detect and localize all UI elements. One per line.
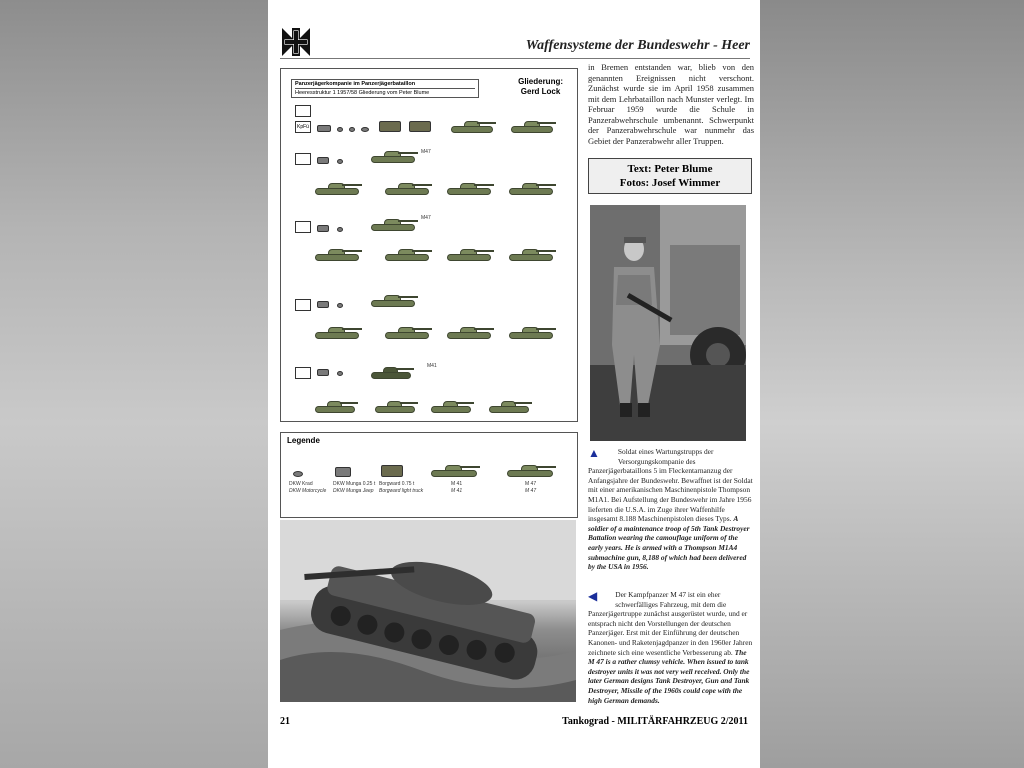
caption-tank-en: The M 47 is a rather clumsy vehicle. When issued to tank destroyer units it was not very well received. Only the later German designs Tank Destroyer, Gun and Tank Destroyer, Missile of the 1960s could cope with the high German demands. xyxy=(588,647,750,705)
legend-jeep-icon xyxy=(335,467,351,477)
legend-truck-icon xyxy=(381,465,403,477)
unit-symbol xyxy=(295,367,311,379)
legend-item-truck: Borgward 0.75 t Borgward light truck xyxy=(379,481,424,494)
header-rule xyxy=(280,58,750,59)
tank-m47 xyxy=(315,323,359,339)
footer-publication: Tankograd - MILITÄRFAHRZEUG 2/2011 xyxy=(562,716,748,727)
running-head: Waffensysteme der Bundeswehr - Heer xyxy=(525,38,750,53)
label-m47: M47 xyxy=(421,149,431,155)
credit-text: Text: Peter Blume xyxy=(627,163,713,175)
vehicle-motorcycle xyxy=(361,127,369,132)
caption-tank xyxy=(588,590,754,705)
tank-m47 xyxy=(511,117,553,133)
legend-m41-icon xyxy=(431,461,477,477)
unit-symbol xyxy=(295,105,311,117)
photo-m47-tank xyxy=(280,520,576,702)
vehicle-truck xyxy=(379,121,401,132)
caption-tank-de: Der Kampfpanzer M 47 ist ein eher schwerfälliges Fahrzeug, mit dem die Panzerjägertruppe zunächst ausgerüstet wurde, und er entsprach nicht den Vorstellungen der deutschen Panzerjäger. Erst mit der Einführung der deutschen Kanonen- und Raketenjagdpanzer in den 1960er Jahren zeichnete sich eine wesentliche Verbesserung ab. xyxy=(588,590,753,657)
intro-paragraph: in Bremen entstanden war, blieb von den genannten Ereignissen nicht verschont. Zunächst wurde sie im April 1958 zusammen mit dem Lehrbataillon nach Munster verlegt. Im Februar 1959 wurde die Schule in Panzerabwehrschule umbenannt. Schwerpunkt der Panzerabwehrschule war nunmehr das Gebiet der Panzerabwehr aller Truppen. xyxy=(588,62,754,146)
iron-cross-icon xyxy=(280,26,312,58)
triangle-left-icon: ◀ xyxy=(588,589,598,603)
caption-soldier-de: Soldat eines Wartungstrupps der Versorgungskompanie des Panzerjägerbataillons 5 im Fleckentarnanzug der Anfangsjahre der Bundeswehr. Bewaffnet ist der Soldat mit einer amerikanischen Maschinenpistole Thompson M1A1. Bei Aufstellung der Bundeswehr im Jahre 1956 lieferten die U.S.A. im Zuge ihrer Waffenhilfe insgesamt 8.188 Maschinenpistolen dieses Typs. xyxy=(588,447,753,524)
tank-m47 xyxy=(385,323,429,339)
vehicle-jeep xyxy=(317,225,329,232)
chart-author-name: Gerd Lock xyxy=(520,87,561,96)
tank-m47 xyxy=(315,245,359,261)
label-m41: M41 xyxy=(427,363,437,369)
chart-title: Panzerjägerkompanie im Panzerjägerbataillon xyxy=(295,80,475,89)
unit-symbol-kpfu: KpFü xyxy=(295,121,311,133)
photo-soldier xyxy=(590,205,746,441)
legend-motorcycle-icon xyxy=(293,471,303,477)
tank-m47 xyxy=(385,179,429,195)
tank-m41 xyxy=(431,397,471,413)
credit-box xyxy=(588,158,752,194)
tank-m47 xyxy=(509,323,553,339)
tank-m47 xyxy=(371,215,415,231)
chart-title-box xyxy=(291,79,479,98)
background-left xyxy=(0,0,268,768)
tank-m47 xyxy=(371,147,415,163)
tank-m47 xyxy=(315,179,359,195)
triangle-up-icon: ▲ xyxy=(588,446,600,460)
vehicle-motorcycle xyxy=(349,127,355,132)
tank-m47 xyxy=(385,245,429,261)
legend-item-m47: M 47 M 47 xyxy=(525,481,537,494)
vehicle-motorcycle xyxy=(337,371,343,376)
vehicle-truck xyxy=(409,121,431,132)
unit-symbol xyxy=(295,221,311,233)
background-right xyxy=(760,0,1024,768)
vehicle-jeep xyxy=(317,369,329,376)
legend-title: Legende xyxy=(287,436,320,445)
credit-photos: Fotos: Josef Wimmer xyxy=(619,177,721,189)
chart-author-label: Gliederung: xyxy=(518,77,563,86)
vehicle-jeep xyxy=(317,125,331,132)
tank-m41 xyxy=(375,397,415,413)
tank-m47 xyxy=(447,179,491,195)
legend-item-m41: M 41 M 41 xyxy=(451,481,463,494)
legend-item-jeep: DKW Munga 0.25 t DKW Munga Jeep xyxy=(333,481,376,494)
chart-subtitle: Heeresstruktur 1 1957/58 Gliederung vom Peter Blume xyxy=(295,90,430,96)
chart-author xyxy=(518,77,563,97)
tank-m47 xyxy=(509,245,553,261)
page-number: 21 xyxy=(280,716,290,727)
vehicle-motorcycle xyxy=(337,127,343,132)
tank-m47 xyxy=(509,179,553,195)
vehicle-motorcycle xyxy=(337,159,343,164)
unit-symbol xyxy=(295,153,311,165)
tank-m47 xyxy=(371,291,415,307)
tank-m47 xyxy=(447,323,491,339)
vehicle-motorcycle xyxy=(337,227,343,232)
label-m47: M47 xyxy=(421,215,431,221)
vehicle-motorcycle xyxy=(337,303,343,308)
organization-chart xyxy=(280,68,578,422)
tank-m47 xyxy=(451,117,493,133)
tank-m41 xyxy=(371,363,411,379)
chart-legend xyxy=(280,432,578,518)
tank-m41 xyxy=(489,397,529,413)
magazine-page xyxy=(268,0,760,768)
vehicle-jeep xyxy=(317,301,329,308)
caption-soldier-en: A soldier of a maintenance troop of 5th Tank Destroyer Battalion wearing the camouflage uniform of the early years. He is armed with a Thompson M1A4 submachine gun, 8,188 of which had been delivered by the USA in 1956. xyxy=(588,514,750,572)
legend-m47-icon xyxy=(507,461,553,477)
unit-symbol xyxy=(295,299,311,311)
caption-soldier xyxy=(588,447,754,572)
vehicle-jeep xyxy=(317,157,329,164)
tank-m47 xyxy=(447,245,491,261)
legend-item-motorcycle: DKW Krad DKW Motorcycle xyxy=(289,481,327,494)
tank-m41 xyxy=(315,397,355,413)
